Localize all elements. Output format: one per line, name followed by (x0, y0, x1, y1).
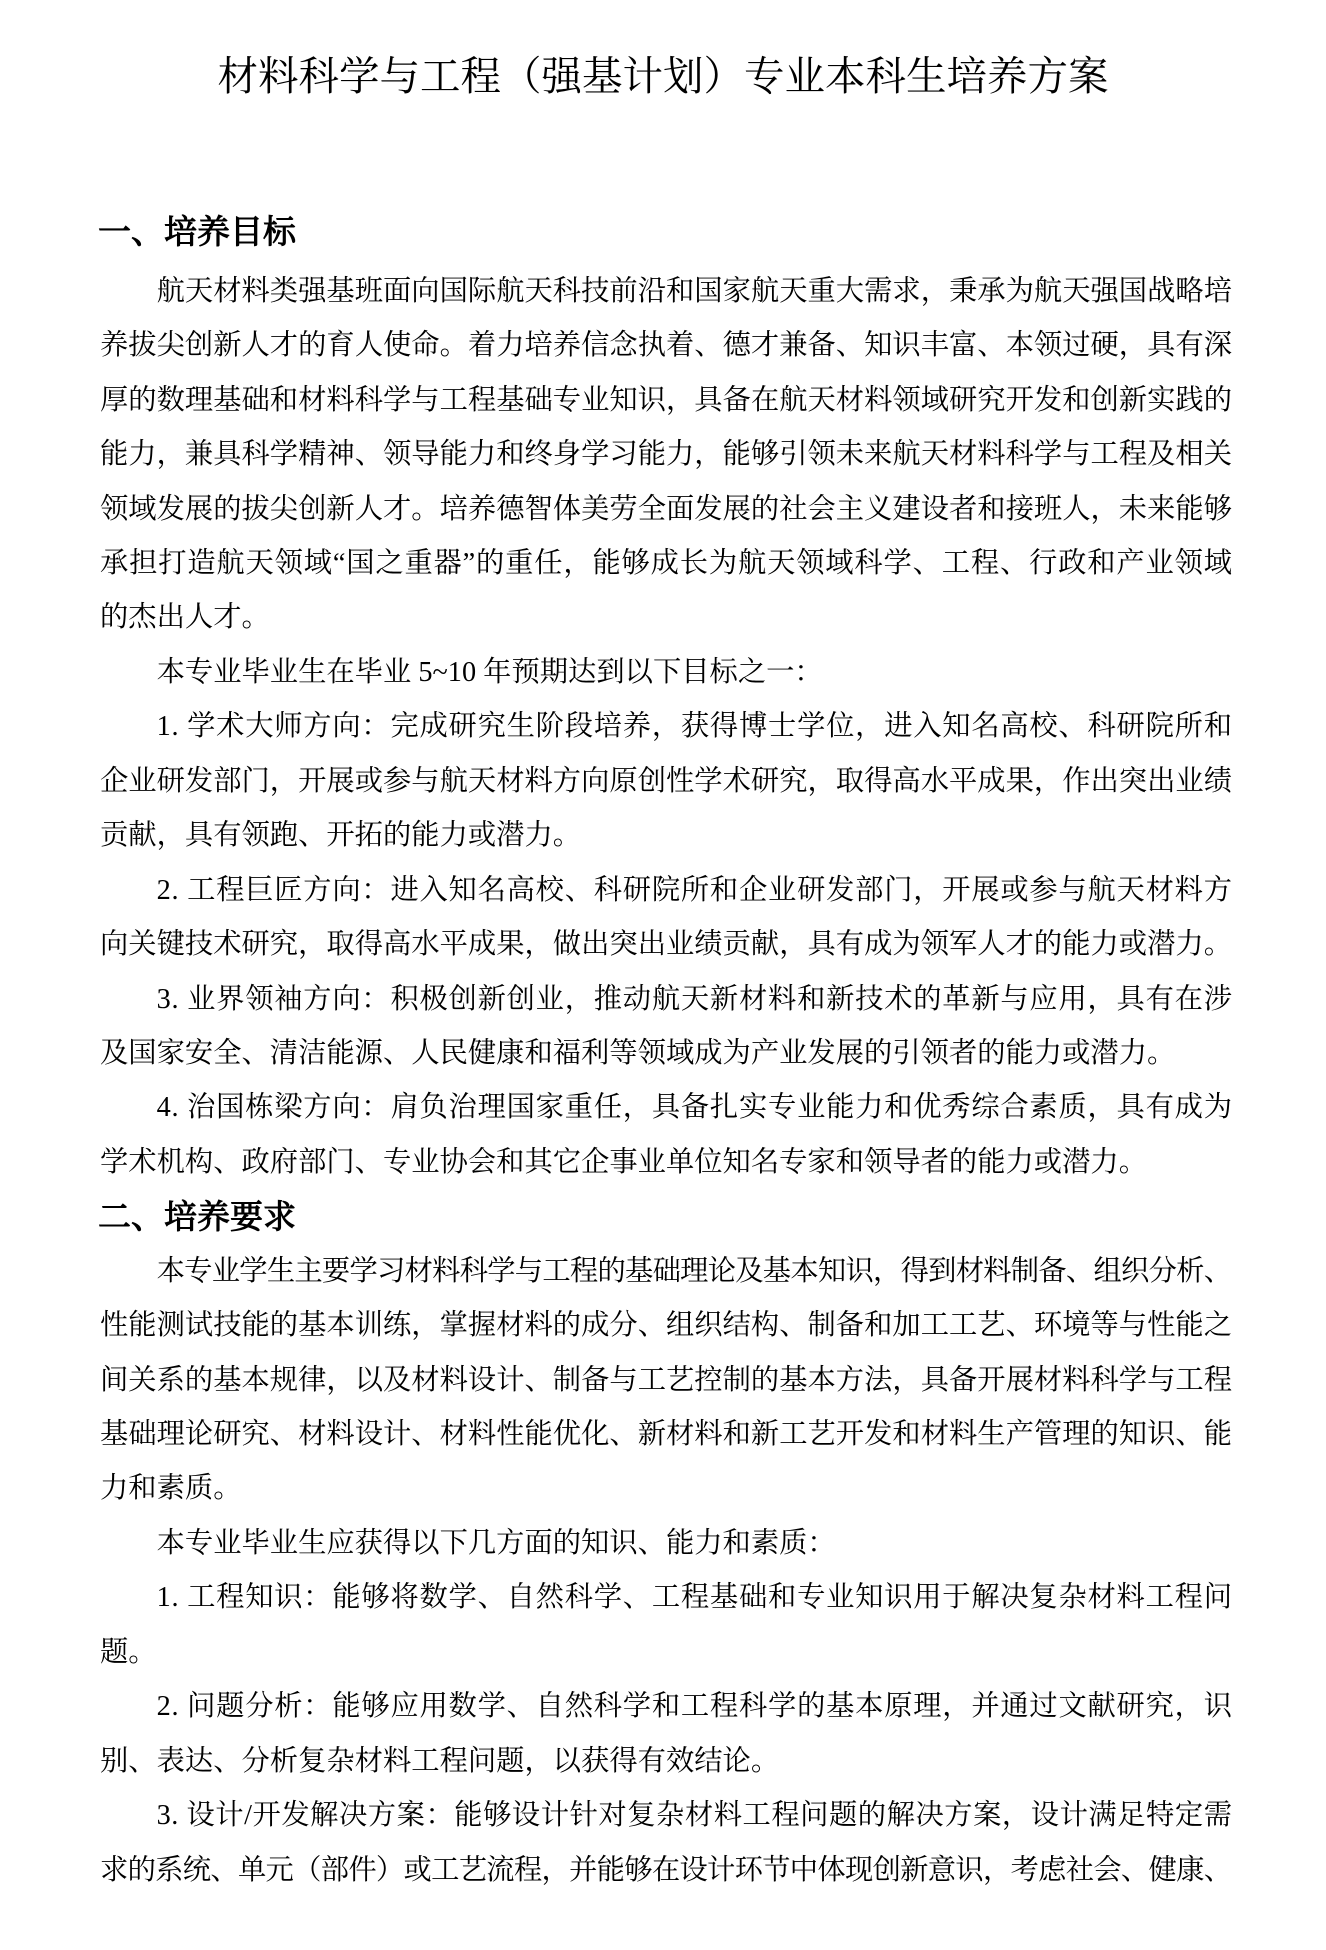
text-line: 的杰出人才。 (100, 602, 270, 634)
section-training-objectives (100, 205, 1232, 1190)
document-title: 材料科学与工程（强基计划）专业本科生培养方案 (217, 52, 1109, 100)
text-line: 厚的数理基础和材料科学与工程基础专业知识，具备在航天材料领域研究开发和创新实践的 (100, 384, 1232, 416)
text-line: 3. 业界领袖方向：积极创新创业，推动航天新材料和新技术的革新与应用，具有在涉 (156, 983, 1233, 1015)
text-line: 向关键技术研究，取得高水平成果，做出突出业绩贡献，具有成为领军人才的能力或潜力。 (100, 929, 1232, 961)
text-line: 及国家安全、清洁能源、人民健康和福利等领域成为产业发展的引领者的能力或潜力。 (100, 1037, 1176, 1069)
text-line: 2. 问题分析：能够应用数学、自然科学和工程科学的基本原理，并通过文献研究，识 (156, 1691, 1233, 1723)
text-line: 3. 设计/开发解决方案：能够设计针对复杂材料工程问题的解决方案，设计满足特定需 (156, 1800, 1233, 1832)
training-requirements-paragraph (100, 1245, 1232, 1517)
requirement-item-design-solutions (100, 1789, 1232, 1898)
objective-item-industry-leader (100, 973, 1232, 1082)
text-line: 别、表达、分析复杂材料工程问题，以获得有效结论。 (100, 1745, 780, 1777)
text-line: 企业研发部门，开展或参与航天材料方向原创性学术研究，取得高水平成果，作出突出业绩 (100, 765, 1232, 797)
training-objectives-paragraph (100, 265, 1232, 646)
text-line: 能力，兼具科学精神、领导能力和终身学习能力，能够引领未来航天材料科学与工程及相关 (100, 439, 1232, 471)
section-heading: 一、培养目标 (98, 212, 296, 251)
text-line: 1. 学术大师方向：完成研究生阶段培养，获得博士学位，进入知名高校、科研院所和 (156, 711, 1233, 743)
text-line: 航天材料类强基班面向国际航天科技前沿和国家航天重大需求，秉承为航天强国战略培 (156, 275, 1232, 307)
text-line: 性能测试技能的基本训练，掌握材料的成分、组织结构、制备和加工工艺、环境等与性能之 (100, 1310, 1232, 1342)
text-line: 题。 (100, 1636, 157, 1668)
requirements-lead-paragraph (100, 1517, 1232, 1571)
objectives-lead-paragraph (100, 646, 1232, 700)
requirement-item-engineering-knowledge (100, 1571, 1232, 1680)
text-line: 本专业学生主要学习材料科学与工程的基础理论及基本知识，得到材料制备、组织分析、 (156, 1255, 1232, 1287)
text-line: 2. 工程巨匠方向：进入知名高校、科研院所和企业研发部门，开展或参与航天材料方 (156, 874, 1233, 906)
text-line: 领域发展的拔尖创新人才。培养德智体美劳全面发展的社会主义建设者和接班人，未来能够 (100, 493, 1232, 525)
section-training-requirements (100, 1190, 1232, 1898)
text-line: 本专业毕业生应获得以下几方面的知识、能力和素质： (156, 1527, 836, 1559)
text-line: 间关系的基本规律，以及材料设计、制备与工艺控制的基本方法，具备开展材料科学与工程 (100, 1364, 1232, 1396)
text-line: 养拔尖创新人才的育人使命。着力培养信念执着、德才兼备、知识丰富、本领过硬，具有深 (100, 330, 1232, 362)
objective-item-engineering-master (100, 864, 1232, 973)
text-line: 力和素质。 (100, 1473, 242, 1505)
text-line: 基础理论研究、材料设计、材料性能优化、新材料和新工艺开发和材料生产管理的知识、能 (100, 1419, 1232, 1451)
text-line: 贡献，具有领跑、开拓的能力或潜力。 (100, 820, 582, 852)
objective-item-governance-pillar (100, 1081, 1232, 1190)
document-body (100, 205, 1232, 1898)
objective-item-academic-master (100, 700, 1232, 863)
text-line: 本专业毕业生在毕业 5~10 年预期达到以下目标之一： (156, 656, 823, 688)
section-heading: 二、培养要求 (98, 1197, 296, 1237)
text-line: 4. 治国栋梁方向：肩负治理国家重任，具备扎实专业能力和优秀综合素质，具有成为 (156, 1092, 1233, 1124)
text-line: 1. 工程知识：能够将数学、自然科学、工程基础和专业知识用于解决复杂材料工程问 (156, 1582, 1233, 1614)
text-line: 承担打造航天领域“国之重器”的重任，能够成长为航天领域科学、工程、行政和产业领域 (100, 548, 1233, 580)
text-line: 求的系统、单元（部件）或工艺流程，并能够在设计环节中体现创新意识，考虑社会、健康、 (100, 1854, 1232, 1886)
requirement-item-problem-analysis (100, 1680, 1232, 1789)
text-line: 学术机构、政府部门、专业协会和其它企事业单位知名专家和领导者的能力或潜力。 (100, 1146, 1147, 1178)
